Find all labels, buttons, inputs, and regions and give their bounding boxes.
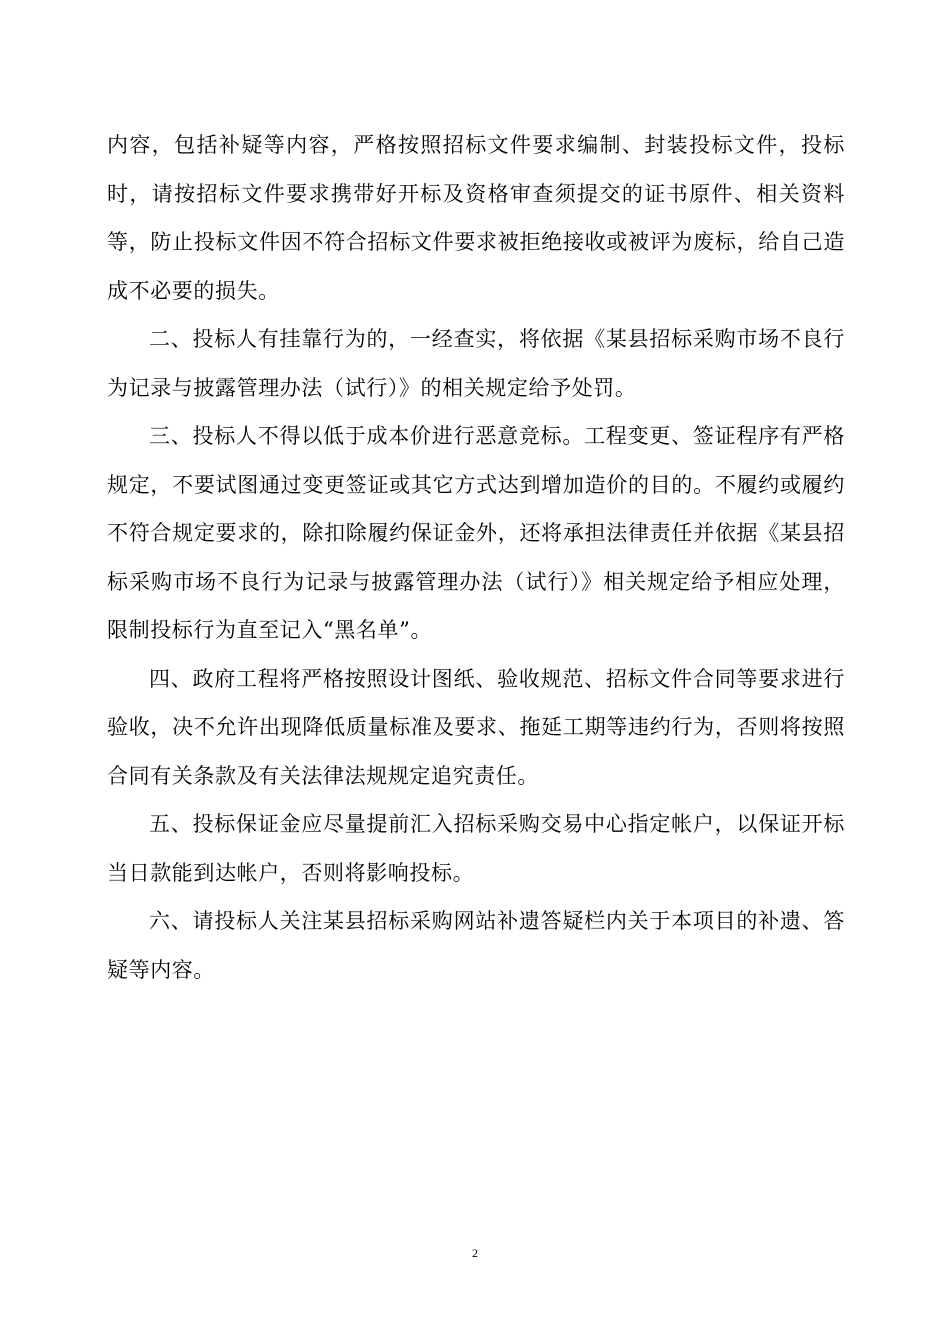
- document-body: [107, 121, 845, 994]
- paragraph-item-6: 六、请投标人关注某县招标采购网站补遗答疑栏内关于本项目的补遗、答疑等内容。: [107, 909, 845, 982]
- paragraph-item-3: 三、投标人不得以低于成本价进行恶意竞标。工程变更、签证程序有严格规定，不要试图通过变更签证或其它方式达到增加造价的目的。不履约或履约不符合规定要求的，除扣除履约保证金外，还将承担法律责任并依据《某县招标采购市场不良行为记录与披露管理办法（试行）》相关规定给予相应处理，限制投标行为直至记入“黑名单”。: [107, 424, 845, 642]
- page-number: 2: [472, 1246, 478, 1260]
- paragraph-item-4: 四、政府工程将严格按照设计图纸、验收规范、招标文件合同等要求进行验收，决不允许出现降低质量标准及要求、拖延工期等违约行为，否则将按照合同有关条款及有关法律法规规定追究责任。: [107, 666, 845, 788]
- paragraph-continuation: 内容，包括补疑等内容，严格按照招标文件要求编制、封装投标文件，投标时，请按招标文件要求携带好开标及资格审查须提交的证书原件、相关资料等，防止投标文件因不符合招标文件要求被拒绝接收或被评为废标，给自己造成不必要的损失。: [107, 133, 845, 303]
- paragraph-item-2: 二、投标人有挂靠行为的，一经查实，将依据《某县招标采购市场不良行为记录与披露管理办法（试行）》的相关规定给予处罚。: [107, 327, 845, 400]
- paragraph-item-5: 五、投标保证金应尽量提前汇入招标采购交易中心指定帐户，以保证开标当日款能到达帐户，否则将影响投标。: [107, 812, 845, 885]
